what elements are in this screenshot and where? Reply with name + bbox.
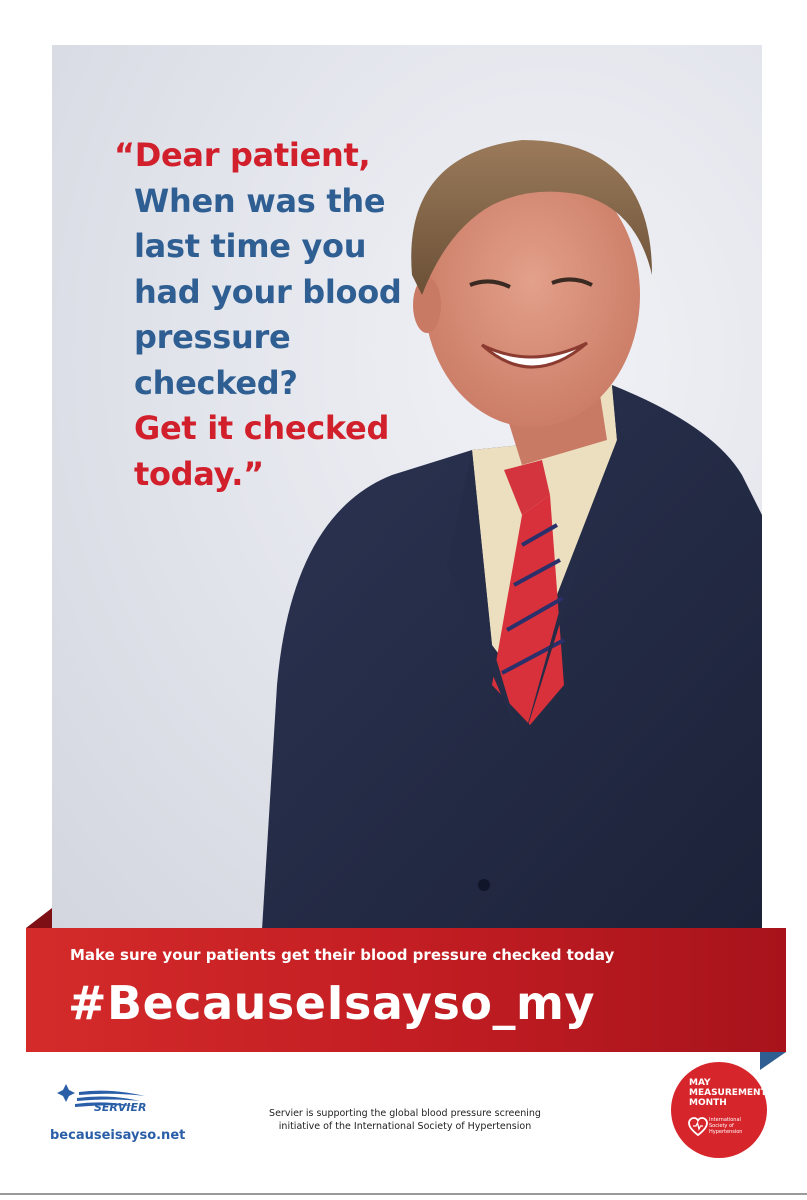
website-link[interactable]: becauseisayso.net: [50, 1128, 186, 1143]
quote-line: When was the: [134, 181, 386, 220]
badge-title-line: MONTH: [689, 1098, 727, 1108]
badge-org: [709, 1117, 753, 1135]
photo-panel: [52, 45, 762, 930]
may-measurement-month-badge: [671, 1062, 767, 1158]
campaign-banner: [26, 928, 786, 1052]
quote-line: checked?: [134, 363, 298, 402]
banner-flap-left: [26, 908, 52, 928]
quote-line: had your blood: [134, 272, 402, 311]
badge-title-line: MEASUREMENT: [689, 1088, 767, 1098]
quote-line: Get it checked: [134, 409, 390, 447]
badge-org-line: International: [709, 1117, 741, 1123]
quote-text: [114, 133, 454, 497]
banner-subtitle: Make sure your patients get their blood pressure checked today: [70, 946, 615, 964]
support-line: initiative of the International Society of Hypertension: [278, 1121, 532, 1132]
support-statement: [230, 1107, 580, 1133]
badge-title-line: MAY: [689, 1078, 711, 1088]
campaign-hashtag: #BecauseIsayso_my: [68, 976, 595, 1030]
support-line: Servier is supporting the global blood pressure screening: [269, 1108, 541, 1119]
quote-line: last time you: [134, 227, 367, 265]
servier-brand: SERVIER: [94, 1101, 147, 1114]
bottom-divider: [0, 1193, 807, 1195]
heart-icon: [687, 1116, 709, 1138]
quote-line: pressure: [134, 318, 291, 356]
quote-line: “Dear patient,: [114, 136, 371, 174]
badge-org-line: Society of: [709, 1123, 734, 1129]
badge-org-line: Hypertension: [709, 1129, 743, 1135]
banner-flap-right: [760, 1052, 786, 1070]
badge-title: [689, 1078, 767, 1108]
quote-line: today.”: [134, 454, 264, 493]
